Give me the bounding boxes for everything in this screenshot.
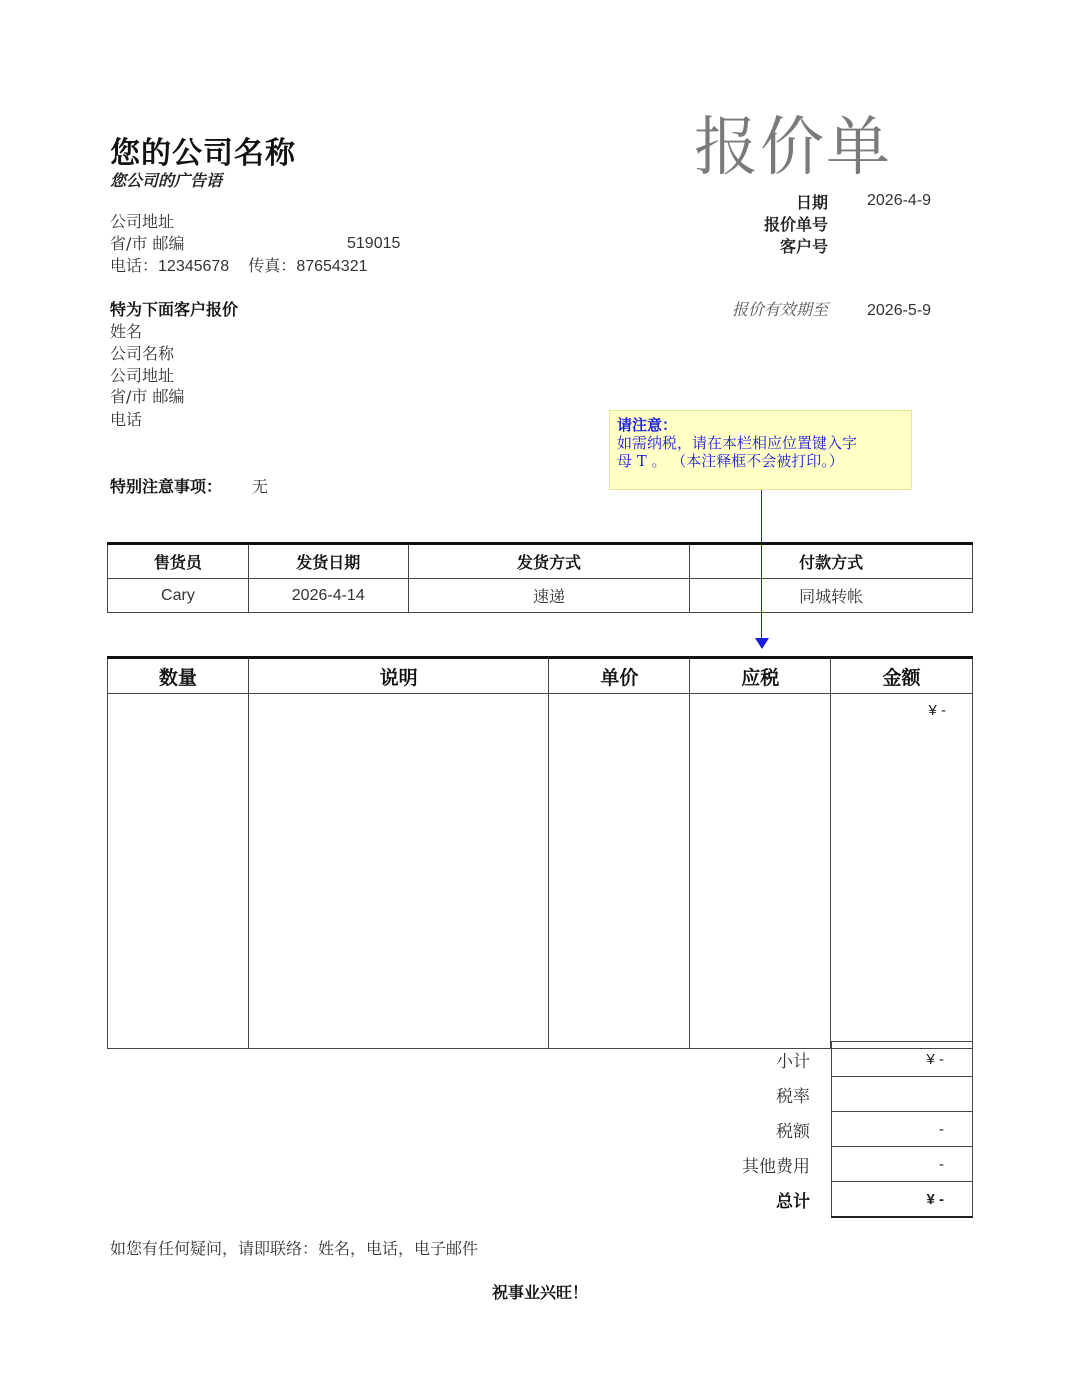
table-header-row (108, 658, 973, 694)
company-name: 您的公司名称 (110, 136, 296, 171)
company-province-zip-label: 省/市 邮编 (110, 234, 185, 253)
other-fees-label: 其他费用 (742, 1157, 810, 1177)
company-address: 公司地址 (110, 212, 175, 231)
note-line-2: 母 T 。 （本注释框不会被打印。） (617, 452, 844, 470)
valid-until-label: 报价有效期至 (731, 300, 828, 319)
header-taxable: 应税 (690, 658, 831, 694)
fax-label: 传真： (248, 256, 297, 275)
quote-number-label: 报价单号 (763, 215, 828, 234)
footer-thanks: 祝事业兴旺！ (491, 1283, 588, 1302)
other-fees-row (832, 1147, 973, 1182)
table-row (108, 579, 973, 613)
header-payment-method: 付款方式 (690, 544, 973, 579)
tax-amount-value[interactable]: - (832, 1112, 973, 1147)
cell-amount[interactable]: ¥ - (831, 694, 973, 1049)
cell-payment-method[interactable]: 同城转帐 (690, 579, 973, 613)
header-salesperson: 售货员 (108, 544, 249, 579)
total-value[interactable]: ¥ - (832, 1182, 973, 1218)
company-contact (110, 255, 368, 277)
cell-ship-method[interactable]: 速递 (408, 579, 690, 613)
cell-salesperson[interactable]: Cary (108, 579, 249, 613)
total-label: 总计 (776, 1192, 810, 1212)
table-row (108, 694, 973, 1049)
special-notes-value: 无 (252, 477, 269, 496)
header-ship-method: 发货方式 (408, 544, 690, 579)
customer-province-zip: 省/市 邮编 (110, 387, 185, 406)
customer-name: 姓名 (110, 322, 143, 341)
document-title: 报价单 (694, 111, 892, 185)
fax-value: 87654321 (296, 258, 368, 275)
company-slogan: 您公司的广告语 (110, 171, 223, 190)
subtotal-value[interactable]: ¥ - (832, 1042, 973, 1077)
totals-table (831, 1041, 973, 1218)
tax-amount-label: 税额 (776, 1122, 810, 1142)
tax-rate-value[interactable] (832, 1077, 973, 1112)
valid-until-value: 2026-5-9 (867, 302, 932, 319)
date-label: 日期 (795, 193, 828, 212)
tax-rate-row (832, 1077, 973, 1112)
special-notes-label: 特别注意事项： (110, 477, 223, 496)
phone-value: 12345678 (158, 258, 230, 275)
date-value: 2026-4-9 (867, 192, 932, 209)
items-table (107, 656, 973, 1049)
tax-note-comment (609, 410, 912, 490)
tax-amount-row (832, 1112, 973, 1147)
subtotal-row (832, 1042, 973, 1077)
comment-arrow-head-icon (755, 638, 769, 649)
header-quantity: 数量 (108, 658, 249, 694)
customer-company: 公司名称 (110, 344, 175, 363)
subtotal-label: 小计 (776, 1052, 810, 1072)
customer-id-label: 客户号 (779, 237, 828, 256)
header-ship-date: 发货日期 (248, 544, 408, 579)
header-unit-price: 单价 (549, 658, 690, 694)
note-line-1: 如需纳税，请在本栏相应位置键入字 (617, 434, 858, 452)
phone-label: 电话： (110, 256, 159, 275)
customer-address: 公司地址 (110, 366, 175, 385)
customer-heading: 特为下面客户报价 (110, 300, 239, 319)
cell-description[interactable] (248, 694, 549, 1049)
tax-rate-label: 税率 (776, 1087, 810, 1107)
footer-contact-note: 如您有任何疑问，请即联络：姓名，电话，电子邮件 (110, 1239, 479, 1258)
cell-quantity[interactable] (108, 694, 249, 1049)
header-amount: 金额 (831, 658, 973, 694)
cell-ship-date[interactable]: 2026-4-14 (248, 579, 408, 613)
other-fees-value[interactable]: - (832, 1147, 973, 1182)
company-zip: 519015 (347, 235, 401, 252)
shipping-table (107, 542, 973, 613)
cell-unit-price[interactable] (549, 694, 690, 1049)
header-description: 说明 (248, 658, 549, 694)
customer-phone: 电话 (110, 410, 143, 429)
cell-taxable[interactable] (690, 694, 831, 1049)
table-header-row (108, 544, 973, 579)
total-row (832, 1182, 973, 1218)
note-title: 请注意： (617, 416, 678, 434)
